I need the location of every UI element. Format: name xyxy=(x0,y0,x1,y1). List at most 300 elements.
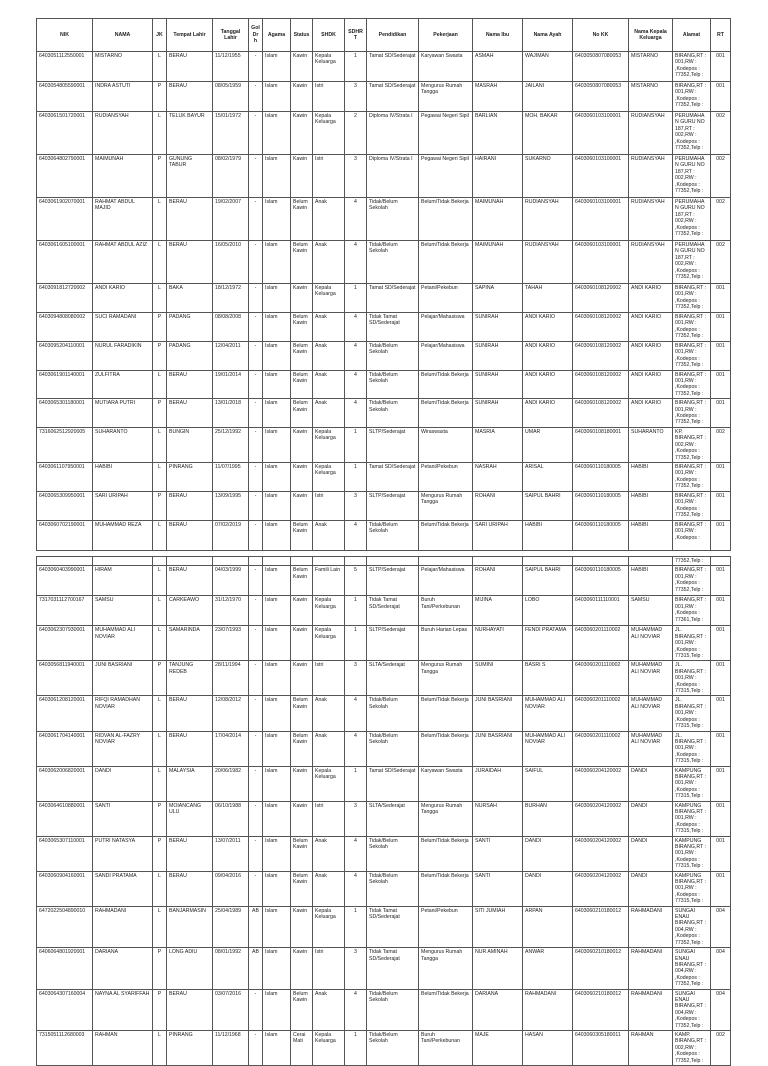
cell-nama: ZULFITRA xyxy=(93,370,153,399)
cell-pend: Tidak/Belum Sekolah xyxy=(367,520,419,550)
cell-kerja xyxy=(419,557,473,566)
cell-kepala: RUDIANSYAH xyxy=(629,112,673,155)
cell-tempat: BERAU xyxy=(167,399,213,428)
cell-shdk: Anak xyxy=(313,520,345,550)
cell-pend: SLTP/Sederajat xyxy=(367,427,419,462)
cell-jk: L xyxy=(153,596,167,626)
table-row xyxy=(37,596,731,626)
cell-sdhrt: 4 xyxy=(345,342,367,371)
cell-ayah: TAHAH xyxy=(523,284,573,313)
cell-agama: Islam xyxy=(263,1030,291,1065)
cell-kk: 6403060204120002 xyxy=(573,871,629,906)
cell-sdhrt: 4 xyxy=(345,871,367,906)
cell-shdk: Anak xyxy=(313,370,345,399)
cell-ibu: SUNIRAH xyxy=(473,399,523,428)
cell-sdhrt: 1 xyxy=(345,766,367,801)
cell-kerja: Pelajar/Mahasiswa xyxy=(419,313,473,342)
cell-sdhrt: 4 xyxy=(345,696,367,731)
cell-alamat: BIRANG,RT : 001,RW : ,Kodepos : 77352,Telp : xyxy=(673,491,711,520)
cell-agama: Islam xyxy=(263,82,291,112)
column-header-pend: Pendidikan xyxy=(367,19,419,52)
table-row xyxy=(37,342,731,371)
cell-ibu: SANTI xyxy=(473,836,523,871)
cell-pend: Diploma IV/Strata I xyxy=(367,155,419,198)
cell-kerja: Belum/Tidak Bekerja xyxy=(419,696,473,731)
cell-kepala: MUHAMMAD ALI NOVIAR xyxy=(629,696,673,731)
cell-sdhrt: 4 xyxy=(345,370,367,399)
cell-kepala: HABIBI xyxy=(629,520,673,550)
cell-ibu: DARIANA xyxy=(473,989,523,1030)
cell-pend: Diploma IV/Strata I xyxy=(367,112,419,155)
cell-pend: Tidak Tamat SD/Sederajat xyxy=(367,596,419,626)
column-header-kk: No KK xyxy=(573,19,629,52)
cell-kerja: Karyawan Swasta xyxy=(419,52,473,82)
cell-status xyxy=(291,557,313,566)
cell-agama: Islam xyxy=(263,696,291,731)
cell-status: Cerai Mati xyxy=(291,1030,313,1065)
cell-alamat: BIRANG,RT : 001,RW : ,Kodepos : 77352,Telp : xyxy=(673,82,711,112)
cell-rt: 001 xyxy=(711,661,731,696)
cell-pend: Tamat SD/Sederajat xyxy=(367,284,419,313)
cell-ibu: SUNIRAH xyxy=(473,370,523,399)
cell-tgl: 19/02/2007 xyxy=(213,198,249,241)
cell-ibu: NUR AMINAH xyxy=(473,948,523,989)
cell-ayah: ANDI KARIO xyxy=(523,399,573,428)
cell-alamat: KAMPUNG BIRANG,RT : 001,RW : ,Kodepos : 77315,Telp : xyxy=(673,766,711,801)
cell-alamat: KAMP. BIRANG,RT : 002,RW : ,Kodepos : 77352,Telp : xyxy=(673,1030,711,1065)
cell-kerja: Belum/Tidak Bekerja xyxy=(419,198,473,241)
cell-nama: SUHARANTO xyxy=(93,427,153,462)
cell-jk: L xyxy=(153,112,167,155)
cell-nik: 6403064307160004 xyxy=(37,989,93,1030)
cell-kerja: Buruh Tani/Perkebunan xyxy=(419,1030,473,1065)
cell-kepala: SAMSU xyxy=(629,596,673,626)
cell-kepala: RAHMADANI xyxy=(629,948,673,989)
cell-kk: 6403060103100001 xyxy=(573,112,629,155)
cell-shdk: Kepala Keluarga xyxy=(313,284,345,313)
cell-nik: 6403062006820001 xyxy=(37,766,93,801)
cell-kepala: HABIBI xyxy=(629,491,673,520)
cell-kk: 6403060204120002 xyxy=(573,766,629,801)
cell-rt: 001 xyxy=(711,836,731,871)
cell-alamat: BIRANG,RT : 001,RW : ,Kodepos : 77352,Telp : xyxy=(673,370,711,399)
cell-jk: P xyxy=(153,342,167,371)
column-header-status: Status xyxy=(291,19,313,52)
column-header-alamat: Alamat xyxy=(673,19,711,52)
cell-gol: - xyxy=(249,520,263,550)
cell-gol: - xyxy=(249,82,263,112)
column-header-kerja: Pekerjaan xyxy=(419,19,473,52)
cell-kepala: MUHAMMAD ALI NOVIAR xyxy=(629,661,673,696)
cell-tgl: 28/11/1994 xyxy=(213,661,249,696)
cell-pend: Tidak Tamat SD/Sederajat xyxy=(367,948,419,989)
column-header-jk: JK xyxy=(153,19,167,52)
cell-jk: L xyxy=(153,52,167,82)
cell-tempat: GUNUNG TABUR xyxy=(167,155,213,198)
cell-nik: 6403051112550001 xyxy=(37,52,93,82)
cell-tgl: 08/01/1992 xyxy=(213,948,249,989)
cell-gol: - xyxy=(249,52,263,82)
cell-jk: P xyxy=(153,948,167,989)
cell-rt: 001 xyxy=(711,626,731,661)
cell-tempat: LONG ADIU xyxy=(167,948,213,989)
cell-status: Belum Kawin xyxy=(291,566,313,596)
cell-tgl: 13/01/2018 xyxy=(213,399,249,428)
column-header-sdhrt: SDHR T xyxy=(345,19,367,52)
cell-rt: 002 xyxy=(711,198,731,241)
cell-nama: SAMSU xyxy=(93,596,153,626)
cell-pend: Tidak Tamat SD/Sederajat xyxy=(367,313,419,342)
cell-shdk: Istri xyxy=(313,491,345,520)
cell-shdk: Kepala Keluarga xyxy=(313,596,345,626)
table-page-2 xyxy=(36,556,730,1066)
cell-gol: AB xyxy=(249,906,263,947)
cell-status: Kawin xyxy=(291,52,313,82)
cell-sdhrt: 4 xyxy=(345,836,367,871)
cell-tgl: 18/12/1972 xyxy=(213,284,249,313)
cell-kk: 6403050807080053 xyxy=(573,52,629,82)
cell-agama xyxy=(263,557,291,566)
cell-shdk: Istri xyxy=(313,155,345,198)
cell-tempat: BERAU xyxy=(167,520,213,550)
cell-kepala: ANDI KARIO xyxy=(629,313,673,342)
cell-ibu: NURHAYATI xyxy=(473,626,523,661)
cell-kk: 6403060108180001 xyxy=(573,427,629,462)
cell-pend: SLTP/Sederajat xyxy=(367,491,419,520)
cell-rt: 001 xyxy=(711,696,731,731)
cell-ayah: LOBO xyxy=(523,596,573,626)
cell-kerja: Petani/Pekebun xyxy=(419,906,473,947)
cell-shdk: Kepala Keluarga xyxy=(313,112,345,155)
cell-ayah: ARISAL xyxy=(523,462,573,491)
cell-ayah: MOH. BAKAR xyxy=(523,112,573,155)
cell-tempat: MALAYSIA xyxy=(167,766,213,801)
cell-alamat: PERUMAHAN GURU NO 187,RT : 002,RW : ,Kodepos : 77352,Telp : xyxy=(673,241,711,284)
cell-agama: Islam xyxy=(263,399,291,428)
cell-status: Kawin xyxy=(291,427,313,462)
cell-alamat: BIRANG,RT : 001,RW : ,Kodepos : 77352,Telp : xyxy=(673,313,711,342)
cell-nama: RUDIANSYAH xyxy=(93,112,153,155)
cell-tempat: BERAU xyxy=(167,836,213,871)
cell-alamat: PERUMAHAN GURU NO 187,RT : 002,RW : ,Kodepos : 77352,Telp : xyxy=(673,198,711,241)
cell-sdhrt: 4 xyxy=(345,989,367,1030)
cell-kepala: ANDI KARIO xyxy=(629,284,673,313)
table-row xyxy=(37,626,731,661)
cell-nama: HABIBI xyxy=(93,462,153,491)
cell-rt: 001 xyxy=(711,82,731,112)
cell-status: Kawin xyxy=(291,596,313,626)
cell-tgl: 04/03/1999 xyxy=(213,566,249,596)
table-row xyxy=(37,241,731,284)
cell-kerja: Mengurus Rumah Tangga xyxy=(419,661,473,696)
cell-tempat: SAMARINDA xyxy=(167,626,213,661)
cell-alamat: KAMPUNG BIRANG,RT : 001,RW : ,Kodepos : 77315,Telp : xyxy=(673,871,711,906)
cell-status: Belum Kawin xyxy=(291,871,313,906)
column-header-kepala: Nama Kepala Keluarga xyxy=(629,19,673,52)
cell-alamat: PERUMAHAN GURU NO 187,RT : 002,RW : ,Kodepos : 77352,Telp : xyxy=(673,155,711,198)
cell-status: Kawin xyxy=(291,948,313,989)
cell-pend xyxy=(367,557,419,566)
cell-gol: - xyxy=(249,836,263,871)
cell-nik: 6403065301180001 xyxy=(37,399,93,428)
cell-ibu: SITI JUMIAH xyxy=(473,906,523,947)
cell-pend: Tidak/Belum Sekolah xyxy=(367,342,419,371)
cell-nama: JUNI BASRIANI xyxy=(93,661,153,696)
cell-jk: P xyxy=(153,82,167,112)
cell-tgl: 12/04/2011 xyxy=(213,342,249,371)
cell-tempat: BERAU xyxy=(167,370,213,399)
cell-status: Belum Kawin xyxy=(291,313,313,342)
cell-rt: 001 xyxy=(711,731,731,766)
cell-sdhrt: 4 xyxy=(345,313,367,342)
cell-tgl: 13/09/1995 xyxy=(213,491,249,520)
cell-kk: 6403060210180012 xyxy=(573,948,629,989)
cell-rt xyxy=(711,557,731,566)
cell-tempat: PINRANG xyxy=(167,462,213,491)
cell-status: Kawin xyxy=(291,801,313,836)
table-row xyxy=(37,491,731,520)
cell-alamat: BIRANG,RT : 001,RW : ,Kodepos : 77352,Telp : xyxy=(673,284,711,313)
cell-gol: - xyxy=(249,596,263,626)
cell-rt: 002 xyxy=(711,1030,731,1065)
cell-status: Kawin xyxy=(291,626,313,661)
cell-tgl: 03/07/2016 xyxy=(213,989,249,1030)
cell-alamat: BIRANG,RT : 001,RW : ,Kodepos : 77352,Telp : xyxy=(673,52,711,82)
cell-nama: MUHAMMAD ALI NOVIAR xyxy=(93,626,153,661)
cell-ibu: ROHANI xyxy=(473,491,523,520)
cell-gol: - xyxy=(249,370,263,399)
cell-alamat: KAMPUNG BIRANG,RT : 001,RW : ,Kodepos : 77315,Telp : xyxy=(673,836,711,871)
cell-status: Kawin xyxy=(291,82,313,112)
cell-kepala: MUHAMMAD ALI NOVIAR xyxy=(629,731,673,766)
cell-ibu: SUNIRAH xyxy=(473,342,523,371)
cell-tempat: BERAU xyxy=(167,871,213,906)
cell-ayah: JAILANI xyxy=(523,82,573,112)
cell-alamat: KP. BIRANG,RT : 002,RW : ,Kodepos : 77352,Telp : xyxy=(673,427,711,462)
cell-jk: L xyxy=(153,696,167,731)
cell-sdhrt: 1 xyxy=(345,284,367,313)
cell-kepala: HABIBI xyxy=(629,462,673,491)
cell-tgl xyxy=(213,557,249,566)
cell-pend: Tidak/Belum Sekolah xyxy=(367,731,419,766)
cell-agama: Islam xyxy=(263,626,291,661)
cell-gol: - xyxy=(249,661,263,696)
cell-agama: Islam xyxy=(263,284,291,313)
cell-pend: Tidak/Belum Sekolah xyxy=(367,871,419,906)
cell-gol: AB xyxy=(249,948,263,989)
cell-ayah: HABIBI xyxy=(523,520,573,550)
cell-kerja: Buruh Harian Lepas xyxy=(419,626,473,661)
cell-gol: - xyxy=(249,462,263,491)
cell-ayah: SUKARNO xyxy=(523,155,573,198)
cell-nama: MAIMUNAH xyxy=(93,155,153,198)
column-header-ayah: Nama Ayah xyxy=(523,19,573,52)
cell-rt: 004 xyxy=(711,989,731,1030)
cell-gol: - xyxy=(249,284,263,313)
cell-kerja: Mengurus Rumah Tangga xyxy=(419,491,473,520)
cell-status: Belum Kawin xyxy=(291,198,313,241)
cell-kerja: Belum/Tidak Bekerja xyxy=(419,836,473,871)
cell-tempat: BERAU xyxy=(167,198,213,241)
cell-kk: 6403060111110001 xyxy=(573,596,629,626)
cell-agama: Islam xyxy=(263,198,291,241)
cell-pend: Tidak/Belum Sekolah xyxy=(367,399,419,428)
cell-nik: 6403064802790001 xyxy=(37,155,93,198)
cell-nama: SARI URIPAH xyxy=(93,491,153,520)
cell-kepala: DANDI xyxy=(629,766,673,801)
cell-nik: 6403091812720002 xyxy=(37,284,93,313)
cell-shdk: Istri xyxy=(313,82,345,112)
cell-ayah: SAIPUL BAHRI xyxy=(523,491,573,520)
cell-nik xyxy=(37,557,93,566)
table-row xyxy=(37,155,731,198)
cell-sdhrt: 4 xyxy=(345,399,367,428)
cell-kepala: ANDI KARIO xyxy=(629,370,673,399)
cell-kk: 6403060103100001 xyxy=(573,155,629,198)
cell-rt: 001 xyxy=(711,801,731,836)
cell-jk: L xyxy=(153,1030,167,1065)
cell-gol: - xyxy=(249,766,263,801)
cell-pend: SLTA/Sederajat xyxy=(367,661,419,696)
cell-agama: Islam xyxy=(263,766,291,801)
cell-nik: 6403064610880001 xyxy=(37,801,93,836)
cell-jk: P xyxy=(153,491,167,520)
cell-kepala: ANDI KARIO xyxy=(629,342,673,371)
cell-nama: DARIANA xyxy=(93,948,153,989)
cell-jk: P xyxy=(153,313,167,342)
cell-nik: 6403054805590001 xyxy=(37,82,93,112)
cell-gol: - xyxy=(249,491,263,520)
cell-nik: 6403062307930001 xyxy=(37,626,93,661)
cell-gol: - xyxy=(249,342,263,371)
cell-rt: 001 xyxy=(711,313,731,342)
cell-rt: 001 xyxy=(711,284,731,313)
cell-tempat: BERAU xyxy=(167,491,213,520)
cell-kk: 6403060201110002 xyxy=(573,731,629,766)
cell-alamat: BIRANG,RT : 001,RW : ,Kodepos : 77361,Telp : xyxy=(673,596,711,626)
cell-sdhrt: 5 xyxy=(345,566,367,596)
cell-rt: 001 xyxy=(711,596,731,626)
column-header-tgl: Tanggal Lahir xyxy=(213,19,249,52)
cell-rt: 001 xyxy=(711,399,731,428)
cell-ibu: JUNI BASRIANI xyxy=(473,696,523,731)
cell-ibu: SANTI xyxy=(473,871,523,906)
cell-agama: Islam xyxy=(263,906,291,947)
cell-agama: Islam xyxy=(263,241,291,284)
cell-agama: Islam xyxy=(263,342,291,371)
cell-agama: Islam xyxy=(263,989,291,1030)
cell-kerja: Buruh Tani/Perkebunan xyxy=(419,596,473,626)
cell-jk: L xyxy=(153,427,167,462)
cell-status: Kawin xyxy=(291,491,313,520)
column-header-rt: RT xyxy=(711,19,731,52)
cell-ayah: FENDI PRATAMA xyxy=(523,626,573,661)
cell-agama: Islam xyxy=(263,370,291,399)
cell-tempat: PINRANG xyxy=(167,1030,213,1065)
cell-ibu: NASRAH xyxy=(473,462,523,491)
cell-ayah: BASRI S xyxy=(523,661,573,696)
cell-shdk: Anak xyxy=(313,241,345,284)
cell-pend: Tidak/Belum Sekolah xyxy=(367,370,419,399)
cell-nama: MUHAMMAD REZA xyxy=(93,520,153,550)
table-row xyxy=(37,801,731,836)
cell-kerja: Belum/Tidak Bekerja xyxy=(419,871,473,906)
table-row xyxy=(37,696,731,731)
cell-nik: 6403060403990001 xyxy=(37,566,93,596)
cell-alamat: PERUMAHAN GURU NO 187,RT : 002,RW : ,Kodepos : 77352,Telp : xyxy=(673,112,711,155)
cell-ayah: ANWAR xyxy=(523,948,573,989)
table-row xyxy=(37,112,731,155)
cell-tempat: TELUK BAYUR xyxy=(167,112,213,155)
cell-kk: 6403050807080053 xyxy=(573,82,629,112)
cell-sdhrt: 4 xyxy=(345,198,367,241)
cell-kk: 6403060110180005 xyxy=(573,566,629,596)
cell-pend: SLTA/Sederajat xyxy=(367,801,419,836)
cell-kepala: RUDIANSYAH xyxy=(629,198,673,241)
cell-status: Belum Kawin xyxy=(291,520,313,550)
cell-kk: 6403060210180012 xyxy=(573,906,629,947)
cell-gol: - xyxy=(249,731,263,766)
cell-shdk: Anak xyxy=(313,198,345,241)
cell-kepala: DANDI xyxy=(629,801,673,836)
cell-tempat: BERAU xyxy=(167,696,213,731)
cell-kepala xyxy=(629,557,673,566)
cell-kerja: Karyawan Swasta xyxy=(419,766,473,801)
cell-ibu: ROHANI xyxy=(473,566,523,596)
cell-status: Belum Kawin xyxy=(291,399,313,428)
cell-kk: 6403060108120002 xyxy=(573,313,629,342)
table-row xyxy=(37,1030,731,1065)
cell-gol: - xyxy=(249,1030,263,1065)
cell-gol: - xyxy=(249,696,263,731)
cell-shdk xyxy=(313,557,345,566)
cell-tgl: 23/07/1993 xyxy=(213,626,249,661)
cell-nama xyxy=(93,557,153,566)
cell-alamat: JL. BIRANG,RT : 001,RW : ,Kodepos : 77315,Telp : xyxy=(673,696,711,731)
cell-tempat: MOIANCANG ULU xyxy=(167,801,213,836)
cell-sdhrt xyxy=(345,557,367,566)
cell-ibu: SARI URIPAH xyxy=(473,520,523,550)
table-row xyxy=(37,566,731,596)
cell-nik: 6403060904160001 xyxy=(37,871,93,906)
cell-kk xyxy=(573,557,629,566)
cell-kk: 6403060305180011 xyxy=(573,1030,629,1065)
cell-shdk: Anak xyxy=(313,731,345,766)
cell-nama: RAHMAT ABDUL MAJID xyxy=(93,198,153,241)
cell-kepala: RUDIANSYAH xyxy=(629,155,673,198)
cell-shdk: Anak xyxy=(313,696,345,731)
cell-ayah: MUHAMMAD ALI NOVIAR xyxy=(523,731,573,766)
cell-sdhrt: 1 xyxy=(345,52,367,82)
cell-jk: L xyxy=(153,284,167,313)
cell-jk: L xyxy=(153,766,167,801)
cell-agama: Islam xyxy=(263,462,291,491)
cell-pend: Tidak/Belum Sekolah xyxy=(367,836,419,871)
cell-tempat xyxy=(167,557,213,566)
cell-tempat: BERAU xyxy=(167,52,213,82)
cell-sdhrt: 1 xyxy=(345,462,367,491)
cell-nama: SANDI PRATAMA xyxy=(93,871,153,906)
cell-shdk: Anak xyxy=(313,989,345,1030)
cell-status: Belum Kawin xyxy=(291,989,313,1030)
cell-tgl: 16/05/2010 xyxy=(213,241,249,284)
cell-alamat: JL. BIRANG,RT : 001,RW : ,Kodepos : 77315,Telp : xyxy=(673,626,711,661)
cell-tempat: BERAU xyxy=(167,241,213,284)
cell-sdhrt: 4 xyxy=(345,241,367,284)
cell-nama: INDRA ASTUTI xyxy=(93,82,153,112)
cell-ayah: HASAN xyxy=(523,1030,573,1065)
cell-agama: Islam xyxy=(263,313,291,342)
